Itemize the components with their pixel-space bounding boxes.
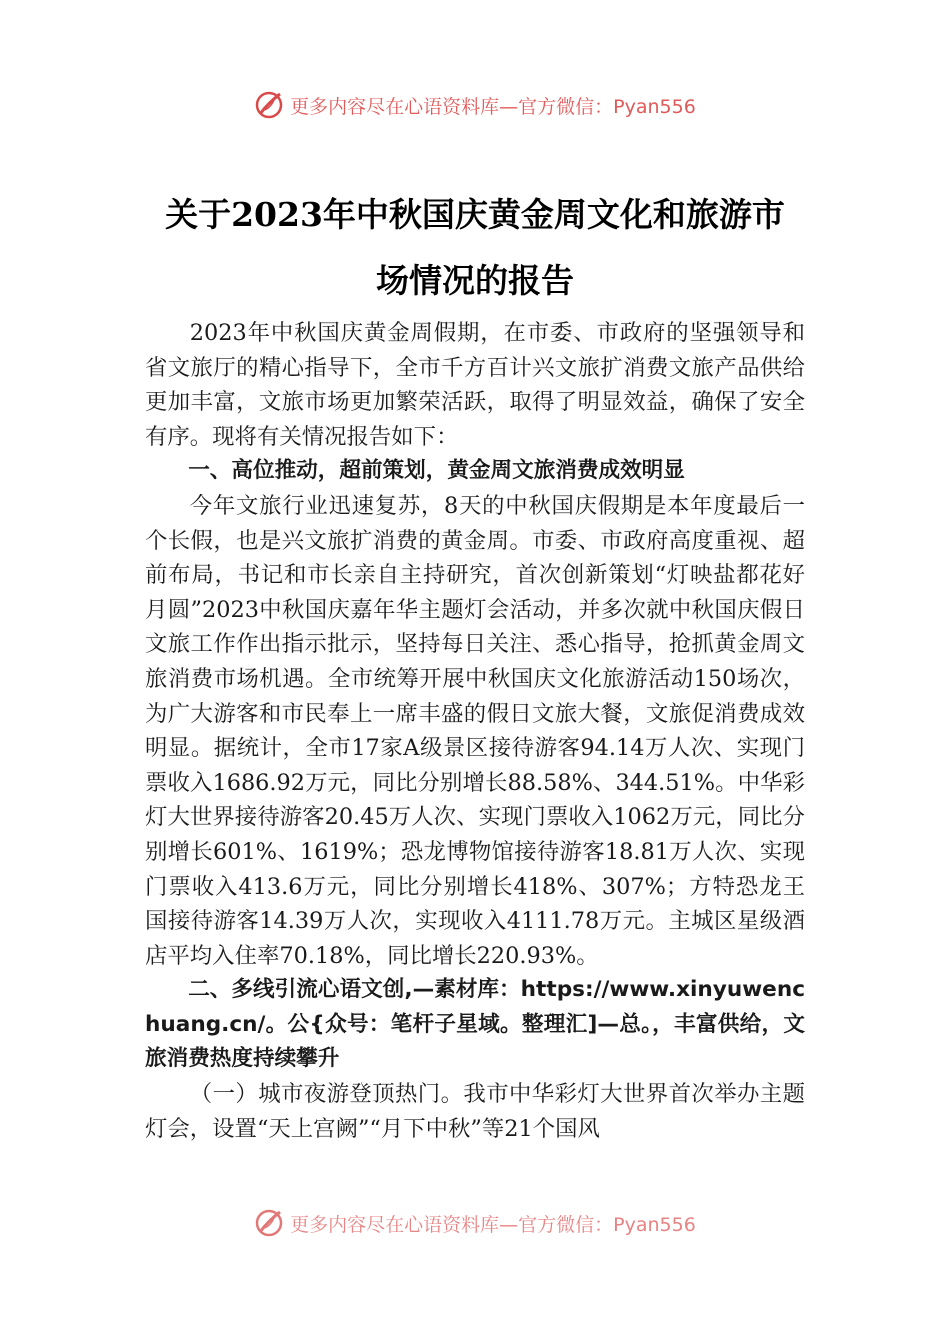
document-title (100, 182, 850, 314)
subsection-1-paragraph: （一）城市夜游登顶热门。我市中华彩灯大世界首次举办主题灯会，设置“天上宫阙”“月下中秋”等21个国风 (145, 1081, 805, 1142)
header-watermark (0, 85, 950, 125)
title-line-2: 场情况的报告 (376, 261, 574, 300)
section-heading-2: 二、多线引流心语文创,—素材库：https://www.xinyuwenchuang.cn/。公{众号：笔杆子星域。整理汇]—总。，丰富供给，文旅消费热度持续攀升 (145, 977, 805, 1072)
title-line-1: 关于2023年中秋国庆黄金周文化和旅游市 (165, 195, 785, 234)
footer-watermark (0, 1203, 950, 1243)
watermark-text: 更多内容尽在心语资料库—官方微信：Pyan556 (290, 1213, 696, 1236)
section-heading-1: 一、高位推动，超前策划，黄金周文旅消费成效明显 (188, 458, 685, 484)
section-1-paragraph: 今年文旅行业迅速复苏，8天的中秋国庆假期是本年度最后一个长假，也是兴文旅扩消费的黄金周。市委、市政府高度重视、超前布局，书记和市长亲自主持研究，首次创新策划“灯映盐都花好月圆”2023中秋国庆嘉年华主题灯会活动，并多次就中秋国庆假日文旅工作作出指示批示，坚持每日关注、悉心指导，抢抓黄金周文旅消费市场机遇。全市统筹开展中秋国庆文化旅游活动150场次，为广大游客和市民奉上一席丰盛的假日文旅大餐，文旅促消费成效明显。据统计，全市17家A级景区接待游客94.14万人次、实现门票收入1686.92万元，同比分别增长88.58%、344.51%。中华彩灯大世界接待游客20.45万人次、实现门票收入1062万元，同比分别增长601%、1619%；恐龙博物馆接待游客18.81万人次、实现门票收入413.6万元，同比分别增长418%、307%；方特恐龙王国接待游客14.39万人次，实现收入4111.78万元。主城区星级酒店平均入住率70.18%，同比增长220.93%。 (145, 492, 805, 969)
watermark-text: 更多内容尽在心语资料库—官方微信：Pyan556 (290, 95, 696, 118)
document-body (145, 316, 805, 1211)
quill-logo-icon (254, 90, 284, 120)
quill-logo-icon (254, 1208, 284, 1238)
intro-paragraph: 2023年中秋国庆黄金周假期，在市委、市政府的坚强领导和省文旅厅的精心指导下，全市千方百计兴文旅扩消费文旅产品供给更加丰富，文旅市场更加繁荣活跃，取得了明显效益，确保了安全有序。现将有关情况报告如下： (145, 320, 805, 450)
